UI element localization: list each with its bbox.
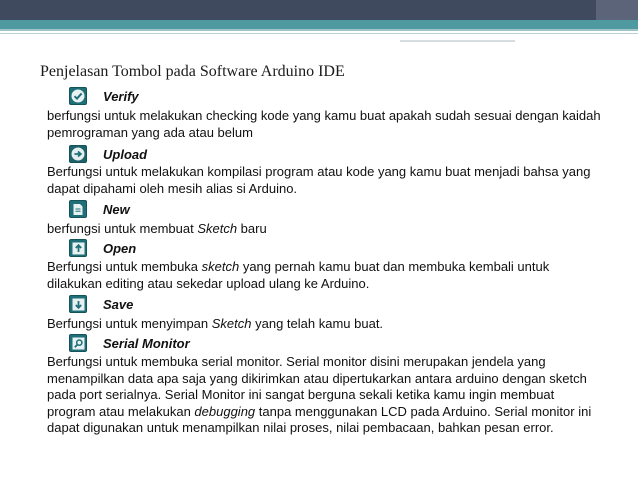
description-text: menampilkan data apa saja yang dikirimkan atau dipertukarkan antara arduino dengan sketch xyxy=(47,370,587,386)
description-text: baru xyxy=(237,221,267,236)
description-line xyxy=(47,316,607,333)
button-name: Save xyxy=(103,296,134,312)
description-line xyxy=(47,387,607,404)
description-line xyxy=(47,259,607,276)
header-rule-thin xyxy=(0,33,638,34)
description-line xyxy=(47,354,607,371)
checkmark-icon xyxy=(69,87,87,105)
button-header xyxy=(69,199,130,219)
button-description xyxy=(47,316,607,333)
description-line xyxy=(47,371,607,388)
description-line xyxy=(47,125,607,142)
description-text: pemrograman yang ada atau belum xyxy=(47,124,253,140)
description-emphasis: sketch xyxy=(201,259,240,274)
down-arrow-icon xyxy=(69,295,87,313)
description-text: dilakukan editing atau sekedar upload ulang ke Arduino. xyxy=(47,275,370,291)
button-description xyxy=(47,108,607,141)
magnifier-icon xyxy=(69,334,87,352)
button-name: New xyxy=(103,201,130,217)
description-text: yang pernah kamu buat dan membuka kembali untuk xyxy=(239,259,550,274)
description-emphasis: Sketch xyxy=(211,316,252,331)
button-name: Open xyxy=(103,240,137,256)
button-name: Verify xyxy=(103,88,139,104)
header-teal-band xyxy=(0,20,638,29)
header-bar xyxy=(0,0,638,20)
button-description xyxy=(47,221,607,238)
description-text: dapat dipahami oleh mesih alias si Arduino. xyxy=(47,180,298,196)
description-text: berfungsi untuk melakukan checking kode yang kamu buat apakah sudah sesuai dengan kaidah xyxy=(47,108,601,123)
button-name: Serial Monitor xyxy=(103,335,190,351)
description-line xyxy=(47,276,607,293)
description-line xyxy=(47,404,607,421)
description-text: tanpa menggunakan LCD pada Arduino. Serial monitor ini xyxy=(255,403,592,419)
slide-title: Penjelasan Tombol pada Software Arduino IDE xyxy=(40,63,345,80)
button-name: Upload xyxy=(103,146,148,162)
description-line xyxy=(47,108,607,125)
button-header xyxy=(69,238,136,258)
description-line xyxy=(47,420,607,437)
header-accent xyxy=(596,0,638,20)
description-text: Berfungsi untuk melakukan kompilasi program atau kode yang kamu buat menjadi bahsa yang xyxy=(47,164,591,179)
description-text: yang telah kamu buat. xyxy=(251,316,384,331)
button-description xyxy=(47,259,607,292)
button-header xyxy=(69,86,139,106)
description-text: Berfungsi untuk membuka xyxy=(47,259,202,274)
description-text: berfungsi untuk membuat xyxy=(47,221,198,236)
description-line xyxy=(47,164,607,181)
description-line xyxy=(47,181,607,198)
button-description xyxy=(47,164,607,197)
description-line xyxy=(47,221,607,238)
description-text: program atau melakukan xyxy=(47,403,195,419)
button-description xyxy=(47,354,607,437)
header-rule-short xyxy=(400,40,515,42)
description-text: Berfungsi untuk membuka serial monitor. Serial monitor disini merupakan jendela yang xyxy=(47,354,546,369)
description-emphasis: Sketch xyxy=(197,221,238,236)
button-header xyxy=(69,144,147,164)
right-arrow-icon xyxy=(69,145,87,163)
description-emphasis: debugging xyxy=(194,403,256,419)
button-header xyxy=(69,333,190,353)
header-rule xyxy=(0,29,638,31)
new-file-icon xyxy=(69,200,87,218)
button-header xyxy=(69,294,133,314)
up-arrow-icon xyxy=(69,239,87,257)
description-text: Berfungsi untuk menyimpan xyxy=(47,316,212,331)
description-text: dapat digunakan untuk menampilkan nilai proses, nilai pembacaan, bahkan pesan error. xyxy=(47,420,554,435)
description-text: pada port serialnya. Serial Monitor ini sangat berguna sekali ketika kamu ingin membuat xyxy=(47,387,555,402)
